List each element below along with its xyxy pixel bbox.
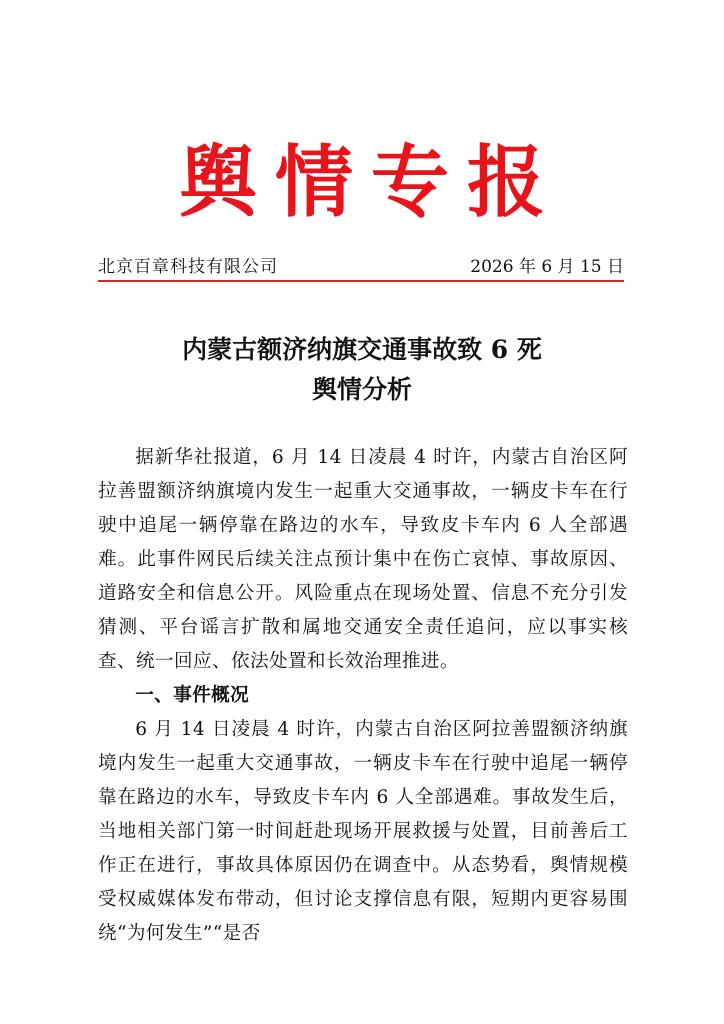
organization-name: 北京百章科技有限公司 <box>98 257 278 277</box>
document-body <box>98 441 628 951</box>
masthead-title: 舆情专报 <box>178 137 563 228</box>
summary-paragraph: 据新华社报道，6 月 14 日凌晨 4 时许，内蒙古自治区阿拉善盟额济纳旗境内发生一起重大交通事故，一辆皮卡车在行驶中追尾一辆停靠在路边的水车，导致皮卡车内 6 人全部遇难。此事件网民后续关注点预计集中在伤亡哀悼、事故原因、道路安全和信息公开。风险重点在现场处置、信息不充分引发猜测、平台谣言扩散和属地交通安全责任追问，应以事实核查、统一回应、依法处置和长效治理推进。 <box>98 447 628 672</box>
document-title <box>0 330 724 410</box>
report-date: 2026 年 6 月 15 日 <box>470 257 624 277</box>
document-title-line-1: 内蒙古额济纳旗交通事故致 6 死 <box>182 335 542 364</box>
header-row <box>98 254 624 280</box>
section-paragraph: 6 月 14 日凌晨 4 时许，内蒙古自治区阿拉善盟额济纳旗境内发生一起重大交通事故，一辆皮卡车在行驶中追尾一辆停靠在路边的水车，导致皮卡车内 6 人全部遇难。事故发生后，当地相关部门第一时间赶赴现场开展救援与处置，目前善后工作正在进行，事故具体原因仍在调查中。从态势看，舆情规模受权威媒体发布带动，但讨论支撑信息有限，短期内更容易围绕“为何发生”“是否 <box>98 719 628 944</box>
document-title-line-2: 舆情分析 <box>311 375 412 404</box>
header-divider <box>98 280 624 282</box>
section-heading: 一、事件概况 <box>135 685 250 706</box>
